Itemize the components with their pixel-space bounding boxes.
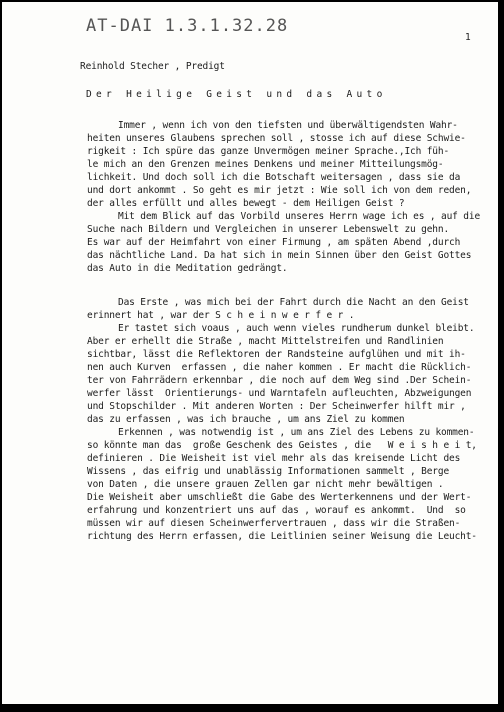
text-line: von Daten , die unsere grauen Zellen gar nicht mehr bewältigen .	[87, 479, 444, 490]
text-line: heiten unseres Glaubens sprechen soll , stosse ich auf diese Schwie-	[87, 133, 466, 144]
text-line: Mit dem Blick auf das Vorbild unseres Herrn wage ich es , auf die	[118, 211, 481, 222]
author-line: Reinhold Stecher , Predigt	[80, 61, 225, 72]
text-line: Wissens , das eifrig und unablässig Informationen sammelt , Berge	[87, 466, 450, 477]
text-line: richtung des Herrn erfassen, die Leitlinien seiner Weisung die Leucht-	[87, 531, 477, 542]
text-line: rigkeit : Ich spüre das ganze Unvermögen meiner Sprache.,Ich füh-	[87, 146, 450, 157]
text-line: sichtbar, lässt die Reflektoren der Randsteine aufglühen und mit ih-	[87, 349, 466, 360]
text-line: definieren . Die Weisheit ist viel mehr als das kreisende Licht des	[87, 453, 461, 464]
text-line: werfer lässt Orientierungs- und Warntafeln aufleuchten, Abzweigungen	[87, 388, 472, 399]
archive-stamp: AT-DAI 1.3.1.32.28	[86, 16, 289, 36]
text-line: Das Erste , was mich bei der Fahrt durch die Nacht an den Geist	[118, 297, 469, 308]
text-line: Suche nach Bildern und Vergleichen in unserer Lebenswelt zu gehn.	[87, 224, 450, 235]
text-line: der alles erfüllt und alles bewegt - dem Heiligen Geist ?	[87, 198, 405, 209]
document-page	[2, 2, 498, 704]
text-line: Immer , wenn ich von den tiefsten und überwältigendsten Wahr-	[118, 120, 458, 131]
text-line: le mich an den Grenzen meines Denkens und meiner Mitteilungsmög-	[87, 159, 444, 170]
text-line: Die Weisheit aber umschließt die Gabe des Werterkennens und der Wert-	[87, 492, 472, 503]
text-line: lichkeit. Und doch soll ich die Botschaft weitersagen , dass sie da	[87, 172, 461, 183]
text-line: Erkennen , was notwendig ist , um ans Ziel des Lebens zu kommen-	[118, 427, 475, 438]
text-line: nen auch Kurven erfassen , die naher kommen . Er macht die Rücklich-	[87, 362, 472, 373]
text-line: Aber er erhellt die Straße , macht Mittelstreifen und Randlinien	[87, 336, 444, 347]
text-line: Es war auf der Heimfahrt von einer Firmung , am späten Abend ,durch	[87, 237, 461, 248]
text-line: das nächtliche Land. Da hat sich in mein Sinnen über den Geist Gottes	[87, 250, 472, 261]
text-line: erinnert hat , war der S c h e i n w e r f e r .	[87, 310, 355, 321]
text-line: Er tastet sich voaus , auch wenn vieles rundherum dunkel bleibt.	[118, 323, 475, 334]
text-line: das Auto in die Meditation gedrängt.	[87, 263, 288, 274]
text-line: und Stopschilder . Mit anderen Worten : Der Scheinwerfer hilft mir ,	[87, 401, 466, 412]
text-line: und dort ankommt . So geht es mir jetzt : Wie soll ich von dem reden,	[87, 185, 472, 196]
text-line: müssen wir auf diesen Scheinwerfervertrauen , dass wir die Straßen-	[87, 518, 461, 529]
text-line: das zu erfassen , was ich brauche , um ans Ziel zu kommen	[87, 414, 405, 425]
text-line: so könnte man das große Geschenk des Geistes , die W e i s h e i t,	[87, 440, 477, 451]
text-line: erfahrung und konzentriert uns auf das , worauf es ankommt. Und so	[87, 505, 466, 516]
document-title: Der Heilige Geist und das Auto	[86, 89, 387, 100]
page-number: 1	[465, 32, 471, 43]
text-line: ter von Fahrrädern erkennbar , die noch auf dem Weg sind .Der Schein-	[87, 375, 472, 386]
